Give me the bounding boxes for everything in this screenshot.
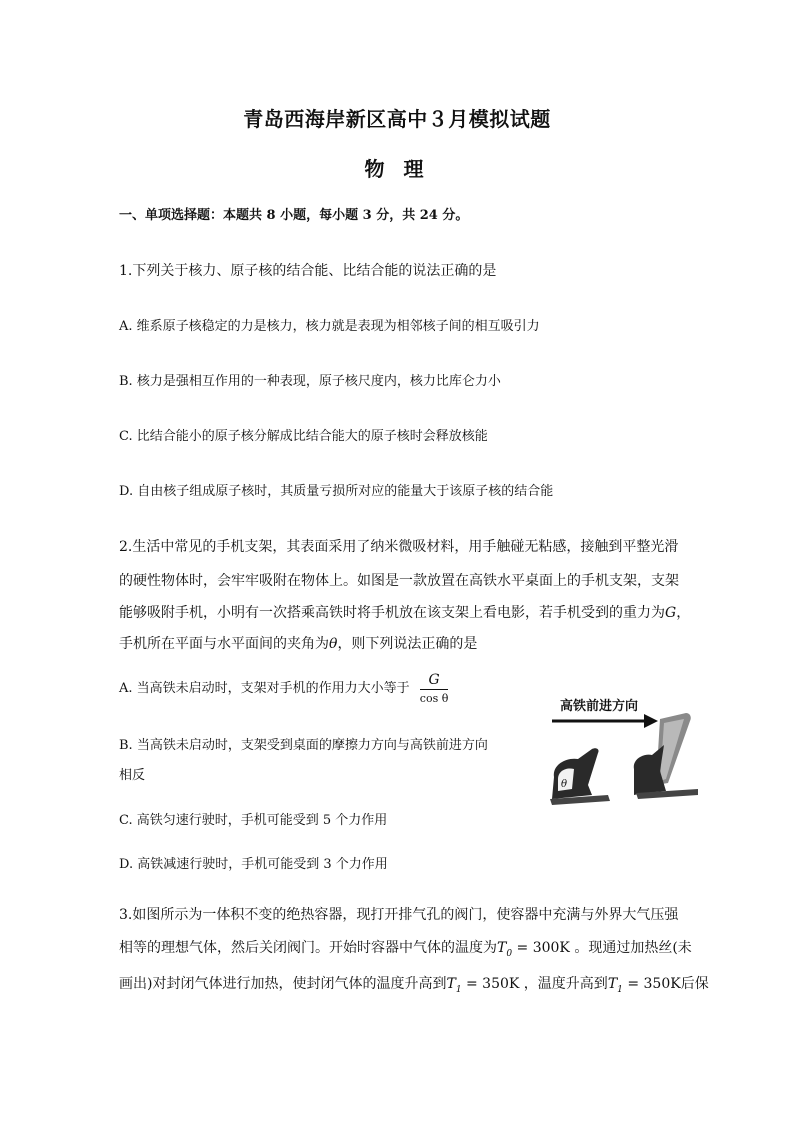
question-3-line-3: 画出)对封闭气体进行加热，使封闭气体的温度升高到$T_1 = 350K$ ，温度升高到$T_1 = 350K$后保 xyxy=(119,976,709,995)
symbol-t1: $T_1$ xyxy=(446,976,462,995)
question-2-option-d: D. 高铁减速行驶时，手机可能受到 3 个力作用 xyxy=(119,857,388,872)
figure-theta-label: θ xyxy=(561,779,568,790)
section-header: 一、单项选择题：本题共 8 小题，每小题 3 分，共 24 分。 xyxy=(119,208,469,223)
exam-title: 青岛西海岸新区高中３月模拟试题 xyxy=(243,107,551,131)
holder-with-phone-icon xyxy=(634,713,698,799)
question-2-stem-line-1: 2.生活中常见的手机支架，其表面采用了纳米微吸材料，用手触碰无粘感，接触到平整光滑 xyxy=(119,539,679,555)
question-1-option-b: B. 核力是强相互作用的一种表现，原子核尺度内，核力比库仑力小 xyxy=(119,374,501,389)
subject-title: 物 理 xyxy=(364,157,430,181)
fraction-denominator: cos θ xyxy=(419,692,449,705)
question-1-option-a: A. 维系原子核稳定的力是核力，核力就是表现为相邻核子间的相互吸引力 xyxy=(119,319,540,334)
empty-holder-icon xyxy=(550,748,610,805)
question-3-line-2: 相等的理想气体，然后关闭阀门。开始时容器中气体的温度为$T_0 = 300K$ 。现通过加热丝(未 xyxy=(119,940,692,959)
symbol-g: G xyxy=(665,605,677,621)
question-2-option-c: C. 高铁匀速行驶时，手机可能受到 5 个力作用 xyxy=(119,813,388,828)
fraction-numerator: G xyxy=(420,672,449,690)
question-2-stem-line-2: 的硬性物体时，会牢牢吸附在物体上。如图是一款放置在高铁水平桌面上的手机支架，支架 xyxy=(119,573,679,589)
question-2-stem-line-4: 手机所在平面与水平面间的夹角为θ，则下列说法正确的是 xyxy=(119,636,478,652)
direction-arrow-icon xyxy=(552,714,658,728)
symbol-t0: $T_0$ xyxy=(497,940,513,959)
fraction-g-over-cos-theta xyxy=(420,672,449,705)
question-1-option-c: C. 比结合能小的原子核分解成比结合能大的原子核时会释放核能 xyxy=(119,429,488,444)
phone-holder-illustration xyxy=(548,695,700,813)
symbol-theta: θ xyxy=(329,636,338,652)
question-2-option-b-line-1: B. 当高铁未启动时，支架受到桌面的摩擦力方向与高铁前进方向 xyxy=(119,738,488,753)
question-1-stem: 1.下列关于核力、原子核的结合能、比结合能的说法正确的是 xyxy=(119,263,497,279)
figure-direction-label: 高铁前进方向 xyxy=(560,699,639,714)
question-2-option-a: A. 当高铁未启动时，支架对手机的作用力大小等于 $\frac{G}{\text{cos θ}}$ xyxy=(119,672,449,705)
phone-holder-figure xyxy=(548,695,700,813)
symbol-t1-repeat: $T_1$ xyxy=(607,976,623,995)
question-1-option-d: D. 自由核子组成原子核时，其质量亏损所对应的能量大于该原子核的结合能 xyxy=(119,484,554,499)
question-3-line-1: 3.如图所示为一体积不变的绝热容器，现打开排气孔的阀门，使容器中充满与外界大气压强 xyxy=(119,907,679,923)
question-2-option-b-line-2: 相反 xyxy=(119,768,146,783)
question-2-stem-line-3: 能够吸附手机，小明有一次搭乘高铁时将手机放在该支架上看电影，若手机受到的重力为G， xyxy=(119,605,691,621)
